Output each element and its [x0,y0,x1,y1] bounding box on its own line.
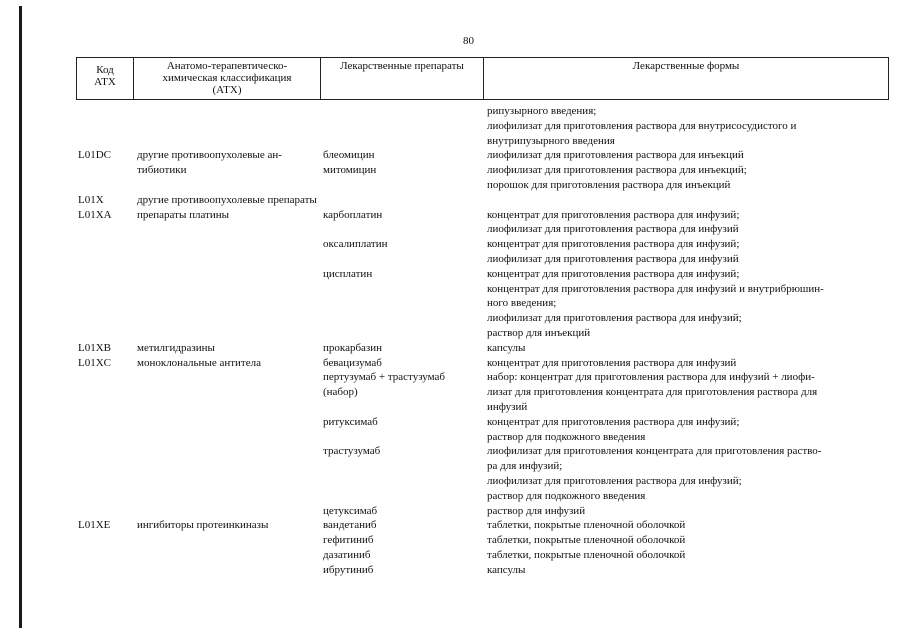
dosage-form-cell: лиофилизат для приготовления раствора для инфузий [487,223,739,236]
atx-code-cell: L01XA [78,208,112,221]
dosage-form-cell: ного введения; [487,297,557,310]
drug-name-cell: дазатиниб [323,549,371,561]
drug-name-cell: (набор) [323,386,358,399]
atx-code-cell: L01XE [78,519,111,532]
dosage-form-cell: капсулы [487,341,526,354]
header-forms-text: Лекарственные формы [632,60,740,72]
dosage-form-cell: концентрат для приготовления раствора для инфузий и внутрибрюшин- [487,282,824,295]
dosage-form-cell: раствор для инфузий [487,504,586,517]
classification-cell: другие противоопухолевые препараты [137,193,317,206]
classification-cell: метилгидразины [137,341,215,354]
dosage-form-cell: капсулы [487,563,526,576]
dosage-form-cell: концентрат для приготовления раствора для инфузий; [487,415,740,428]
dosage-form-cell: таблетки, покрытые пленочной оболочкой [487,549,686,561]
drug-name-cell: вандетаниб [323,519,377,532]
header-drugs-text: Лекарственные препараты [340,60,464,72]
drug-name-cell: карбоплатин [323,208,383,221]
drug-name-cell: ибрутиниб [323,563,374,576]
header-drugs [320,57,484,100]
drug-name-cell: митомицин [323,164,377,177]
classification-cell: ингибиторы протеинкиназы [137,519,269,532]
classification-cell: тибиотики [137,164,187,177]
dosage-form-cell: лиофилизат для приготовления раствора для инфузий [487,253,739,265]
classification-cell: моноклональные антитела [137,356,261,369]
dosage-form-cell: лиофилизат для приготовления раствора для инъекций; [487,164,747,177]
header-classification [133,57,321,100]
dosage-form-cell: инфузий [487,401,528,413]
atx-code-cell: L01X [78,193,104,206]
binding-edge-line [19,6,22,628]
drug-name-cell: цетуксимаб [323,504,378,517]
dosage-form-cell: раствор для подкожного введения [487,430,646,443]
atx-code-cell: L01XB [78,341,111,354]
dosage-form-cell: раствор для подкожного введения [487,489,646,502]
header-forms [483,57,889,100]
dosage-form-cell: внутрипузырного введения [487,134,615,147]
atx-code-cell: L01XC [78,356,111,369]
classification-cell: препараты платины [137,208,230,221]
drug-name-cell: трастузумаб [323,445,381,458]
dosage-form-cell: таблетки, покрытые пленочной оболочкой [487,519,686,532]
dosage-form-cell: ра для инфузий; [487,460,563,473]
drug-name-cell: оксалиплатин [323,238,388,251]
dosage-form-cell: таблетки, покрытые пленочной оболочкой [487,534,686,547]
dosage-form-cell: лиофилизат для приготовления раствора для инфузий; [487,475,742,487]
dosage-form-cell: порошок для приготовления раствора для инъекций [487,179,731,191]
header-code-text: Код АТХ [94,64,116,88]
dosage-form-cell: концентрат для приготовления раствора для инфузий; [487,208,740,221]
dosage-form-cell: лизат для приготовления концентрата для приготовления раствора для [487,386,818,399]
classification-cell: другие противоопухолевые ан- [137,149,282,162]
drug-name-cell: цисплатин [323,267,373,280]
header-code [76,57,134,100]
dosage-form-cell: лиофилизат для приготовления концентрата для приготовления раство- [487,445,822,458]
page-number: 80 [463,35,474,47]
dosage-form-cell: концентрат для приготовления раствора для инфузий; [487,267,740,280]
dosage-form-cell: лиофилизат для приготовления раствора для инъекций [487,149,744,162]
dosage-form-cell: концентрат для приготовления раствора для инфузий [487,356,737,369]
atx-code-cell: L01DC [78,149,111,162]
drug-name-cell: прокарбазин [323,341,383,354]
dosage-form-cell: лиофилизат для приготовления раствора для внутрисосудистого и [487,119,797,132]
dosage-form-cell: лиофилизат для приготовления раствора для инфузий; [487,312,742,325]
dosage-form-cell: раствор для инъекций [487,327,591,339]
dosage-form-cell: набор: концентрат для приготовления раствора для инфузий + лиофи- [487,371,815,384]
dosage-form-cell: концентрат для приготовления раствора для инфузий; [487,238,740,251]
drug-name-cell: ритуксимаб [323,415,378,428]
dosage-form-cell: рипузырного введения; [487,105,597,117]
drug-name-cell: гефитиниб [323,534,374,547]
header-classification-text: Анатомо-терапевтическо- химическая классификация (АТХ) [162,60,292,96]
drug-name-cell: бевацизумаб [323,356,382,369]
drug-name-cell: блеомицин [323,149,375,162]
drug-name-cell: пертузумаб + трастузумаб [323,371,446,384]
